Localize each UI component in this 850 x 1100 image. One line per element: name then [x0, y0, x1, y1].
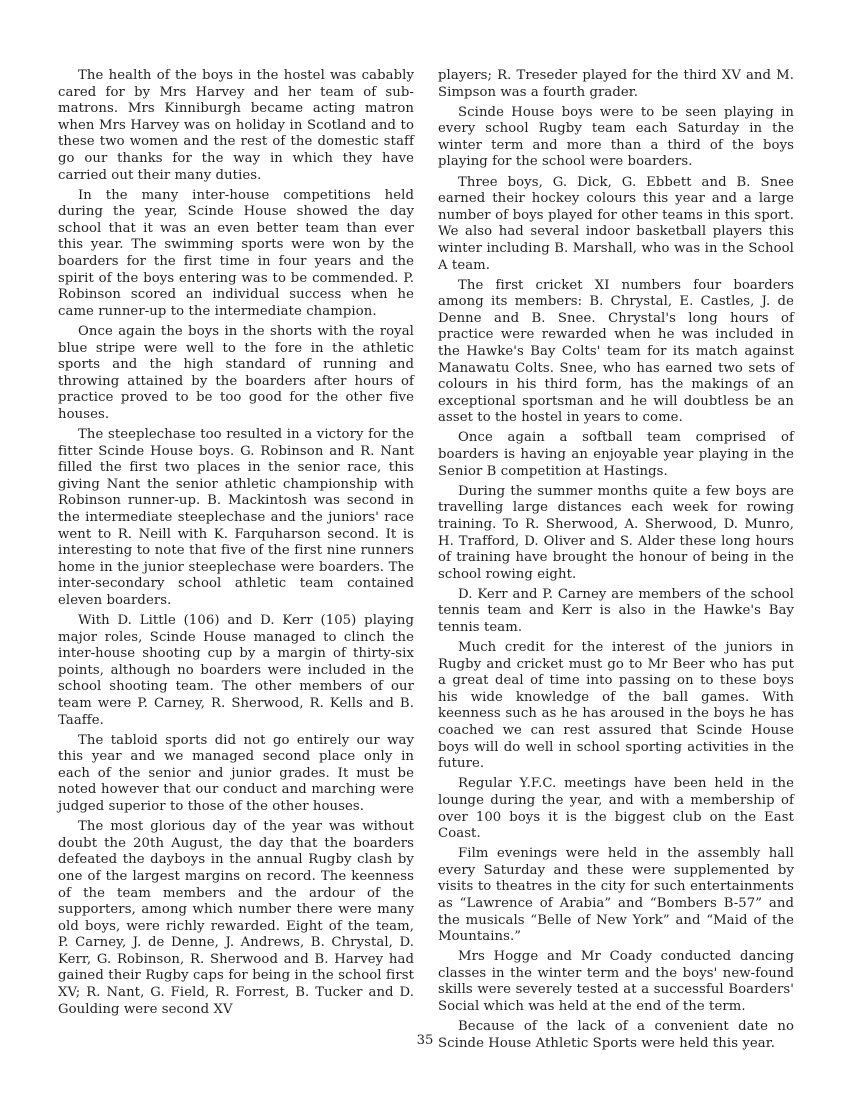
paragraph: players; R. Treseder played for the third XV and M. Simpson was a fourth grader.	[438, 68, 794, 100]
paragraph: Once again the boys in the shorts with the royal blue stripe were well to the fore in the athletic sports and the high standard of running and throwing attained by the boarders after hours of practice proved to be too good for the other five houses.	[58, 323, 414, 422]
paragraph: The health of the boys in the hostel was cabably cared for by Mrs Harvey and her team of sub-matrons. Mrs Kinniburgh became acting matron when Mrs Harvey was on holiday in Scotland and to these two women and the rest of the domestic staff go our thanks for the way in which they have carried out their many duties.	[58, 68, 414, 183]
paragraph: During the summer months quite a few boys are travelling large distances each week for rowing training. To R. Sherwood, A. Sherwood, D. Munro, H. Trafford, D. Oliver and S. Alder these long hours of training have brought the honour of being in the school rowing eight.	[438, 483, 794, 582]
paragraph: Scinde House boys were to be seen playing in every school Rugby team each Saturday in the winter term and more than a third of the boys playing for the school were boarders.	[438, 104, 794, 170]
paragraph: Mrs Hogge and Mr Coady conducted dancing classes in the winter term and the boys' new-found skills were severely tested at a successful Boarders' Social which was held at the end of the term.	[438, 949, 794, 1015]
left-column	[58, 68, 414, 1033]
paragraph: The most glorious day of the year was without doubt the 20th August, the day that the boarders defeated the dayboys in the annual Rugby clash by one of the largest margins on record. The keenness of the team members and the ardour of the supporters, among which number there were many old boys, were richly rewarded. Eight of the team, P. Carney, J. de Denne, J. Andrews, B. Chrystal, D. Kerr, G. Robinson, R. Sherwood and B. Harvey had gained their Rugby caps for being in the school first XV; R. Nant, G. Field, R. Forrest, B. Tucker and D. Goulding were second XV	[58, 819, 414, 1017]
paragraph: D. Kerr and P. Carney are members of the school tennis team and Kerr is also in the Hawke's Bay tennis team.	[438, 586, 794, 635]
right-column	[438, 68, 794, 1051]
paragraph: The steeplechase too resulted in a victory for the fitter Scinde House boys. G. Robinson and R. Nant filled the first two places in the senior race, this giving Nant the senior athletic championship with Robinson runner-up. B. Mackintosh was second in the intermediate steeplechase and the juniors' race went to R. Neill with K. Farquharson second. It is interesting to note that five of the first nine runners home in the junior steeplechase were boarders. The inter-secondary school athletic team contained eleven boarders.	[58, 426, 414, 608]
paragraph: Because of the lack of a convenient date no Scinde House Athletic Sports were held this year.	[438, 1019, 794, 1051]
paragraph: Three boys, G. Dick, G. Ebbett and B. Snee earned their hockey colours this year and a large number of boys played for other teams in this sport. We also had several indoor basketball players this winter including B. Marshall, who was in the School A team.	[438, 174, 794, 273]
paragraph: Once again a softball team comprised of boarders is having an enjoyable year playing in the Senior B competition at Hastings.	[438, 430, 794, 479]
paragraph: In the many inter-house competitions held during the year, Scinde House showed the day school that it was an even better team than ever this year. The swimming sports were won by the boarders for the first time in four years and the spirit of the boys entering was to be commended. P. Robinson scored an individual success when he came runner-up to the intermediate champion.	[58, 187, 414, 319]
paragraph: The tabloid sports did not go entirely our way this year and we managed second place only in each of the senior and junior grades. It must be noted however that our conduct and marching were judged superior to those of the other houses.	[58, 732, 414, 815]
paragraph: With D. Little (106) and D. Kerr (105) playing major roles, Scinde House managed to clinch the inter-house shooting cup by a margin of thirty-six points, although no boarders were included in the school shooting team. The other members of our team were P. Carney, R. Sherwood, R. Kells and B. Taaffe.	[58, 613, 414, 728]
page-number: 35	[416, 1033, 434, 1048]
paragraph: Much credit for the interest of the juniors in Rugby and cricket must go to Mr Beer who has put a great deal of time into passing on to these boys his wide knowledge of the ball games. With keenness such as he has aroused in the boys he has coached we can rest assured that Scinde House boys will do well in school sporting activities in the future.	[438, 640, 794, 772]
paragraph: Regular Y.F.C. meetings have been held in the lounge during the year, and with a membership of over 100 boys it is the biggest club on the East Coast.	[438, 776, 794, 842]
paragraph: Film evenings were held in the assembly hall every Saturday and these were supplemented by visits to theatres in the city for such entertainments as “Lawrence of Arabia” and “Bombers B-57” and the musicals “Belle of New York” and “Maid of the Mountains.”	[438, 846, 794, 945]
paragraph: The first cricket XI numbers four boarders among its members: B. Chrystal, E. Castles, J. de Denne and B. Snee. Chrystal's long hours of practice were rewarded when he was included in the Hawke's Bay Colts' team for its match against Manawatu Colts. Snee, who has earned two sets of colours in his third form, has the makings of an exceptional sportsman and he will doubtless be an asset to the hostel in years to come.	[438, 277, 794, 426]
